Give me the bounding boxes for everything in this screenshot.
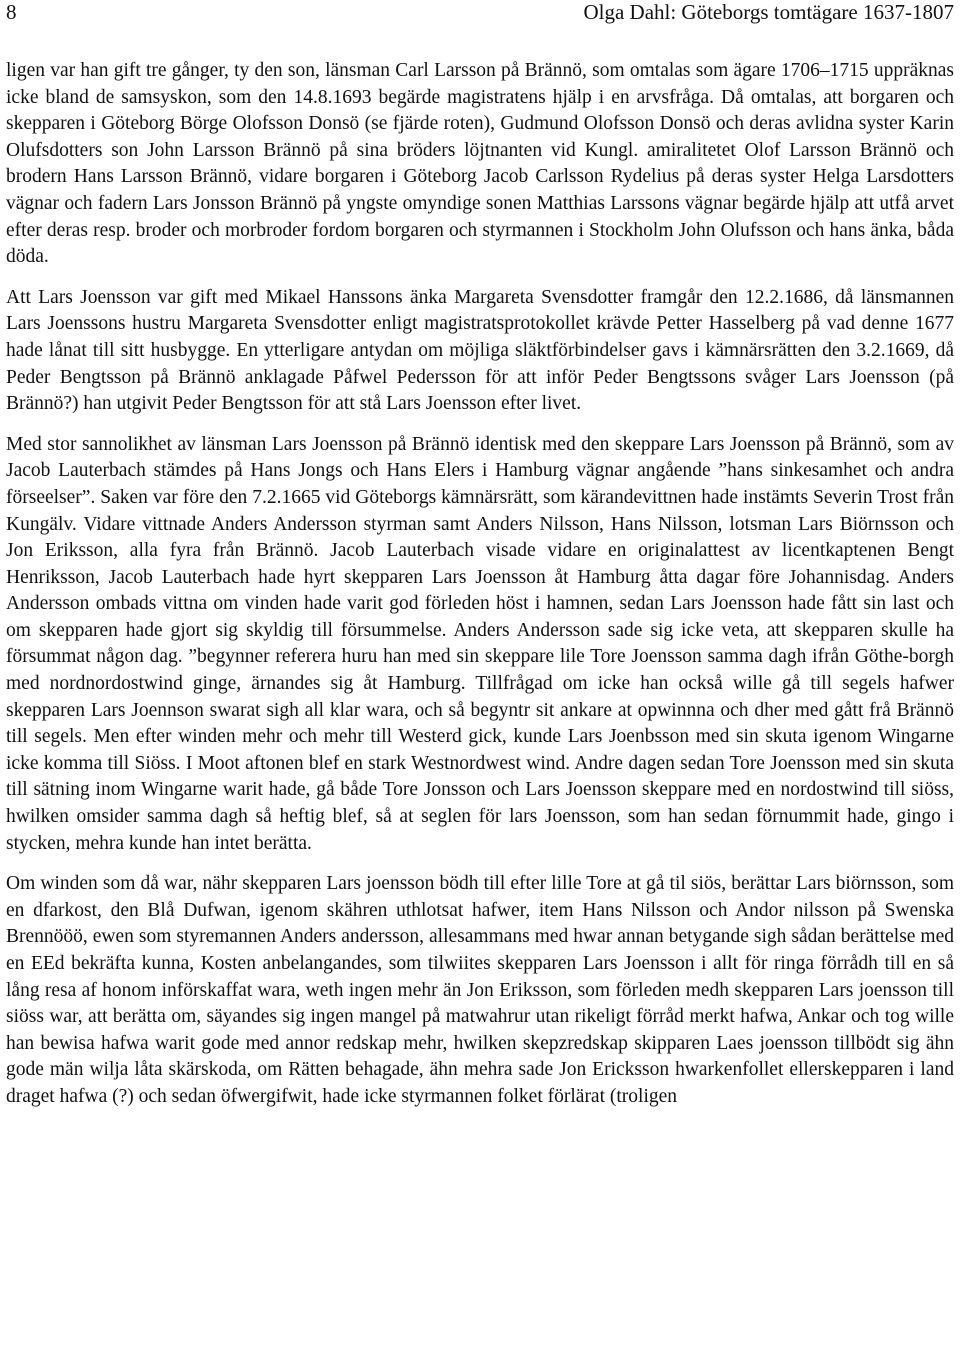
paragraph: ligen var han gift tre gånger, ty den son, länsman Carl Larsson på Brännö, som omtalas som ägare 1706–1715 uppräknas icke bland de samsyskon, som den 14.8.1693 begärde magistratens hjälp i en arvsfråga. Då omtalas, att borgaren och skepparen i Göteborg Börge Olofsson Donsö (se fjärde roten), Gudmund Olofsson Donsö och deras avlidna syster Karin Olufsdotters son John Larsson Brännö på sina bröders löjtnanten vid Kungl. amiralitetet Olof Larsson Brännö och brodern Hans Larsson Brännö, vidare borgaren i Göteborg Jacob Carlsson Rydelius på deras syster Helga Larsdotters vägnar och fadern Lars Jonsson Brännö på yngste omyndige sonen Matthias Larssons vägnar begärde hjälp att utfå arvet efter deras resp. broder och morbroder fordom borgaren och styrmannen i Stockholm John Olufsson och hans änka, båda döda. <box>6 60 954 268</box>
page-header <box>6 0 954 30</box>
page-number: 8 <box>6 0 17 24</box>
running-title: Olga Dahl: Göteborgs tomtägare 1637-1807 <box>583 0 954 24</box>
document-body <box>6 58 954 1125</box>
paragraph: Att Lars Joensson var gift med Mikael Hanssons änka Margareta Svensdotter framgår den 12.2.1686, då länsmannen Lars Joenssons hustru Margareta Svensdotter enligt magistratsprotokollet krävde Petter Hasselberg på vad denne 1677 hade lånat till sitt husbygge. En ytterligare antydan om möjliga släktförbindelser gavs i kämnärsrätten den 3.2.1669, då Peder Bengtsson på Brännö anklagade Påfwel Pedersson för att inför Peder Bengtssons svåger Lars Joensson (på Brännö?) han utgivit Peder Bengtsson för att stå Lars Joensson efter livet. <box>6 286 954 415</box>
paragraph: Om winden som då war, nähr skepparen Lars joensson bödh till efter lille Tore at gå til siös, berättar Lars biörnsson, som en dfarkost, den Blå Dufwan, igenom skähren uthlotsat hafwer, item Hans Nilsson och Andor nilsson på Swenska Brennööö, ewen som styremannen Anders andersson, allesammans med hwar annan betygande sigh sådan berättelse med en EEd bekräfta kunna, Kosten anbelangandes, som tilwiites skepparen Lars Joensson i allt för ringa förrådh till en så lång resa af honom införskaffat wara, weth ingen mehr än Jon Eriksson, som förleden medh skepparen Lars joensson till siöss war, att berätta om, säyandes sig ingen mangel på matwahrur utan rikeligt förråd merkt hafwa, Ankar och tog wille han bewisa hafwa warit gode med annor redskap mehr, hwilken skepzredskap skipparen Laes joensson tillbödt sig ähn gode män wilja låta skärskoda, om Rätten behagade, ähn mehra sade Jon Ericksson hwarkenfollet ellerskepparen i land draget hafwa (?) och sedan öfwergifwit, hade icke styrmannen folket förlärat (troligen <box>6 873 954 1107</box>
paragraph: Med stor sannolikhet av länsman Lars Joensson på Brännö identisk med den skeppare Lars Joensson på Brännö, som av Jacob Lauterbach stämdes på Hans Jongs och Hans Elers i Hamburg vägnar angående ”hans sinkesamhet och andra förseelser”. Saken var före den 7.2.1665 vid Göteborgs kämnärsrätt, som kärandevittnen hade instämts Severin Trost från Kungälv. Vidare vittnade Anders Andersson styrman samt Anders Nilsson, Hans Nilsson, lotsman Lars Biörnsson och Jon Eriksson, alla fyra från Brännö. Jacob Lauterbach visade vidare en originalattest av licentkaptenen Bengt Henriksson, Jacob Lauterbach hade hyrt skepparen Lars Joensson åt Hamburg åtta dagar före Johannisdag. Anders Andersson ombads vittna om vinden hade varit god förleden höst i hamnen, sedan Lars Joensson hade fått sin last och om skepparen hade gjort sig skyldig till försummelse. Anders Andersson sade sig icke veta, att skepparen skulle ha försummat någon dag. ”begynner referera huru han med sin skeppare lile Tore Joensson samma dagh ifrån Göthe-borgh med nordnordostwind ginge, ärnandes sig åt Hamburg. Tillfrågad om icke han också wille gå till segels hafwer skepparen Lars Joennson swarat sigh all klar wara, och så begyntr sit ankare at opwinnna och dher med gått frå Brännö till segels. Men efter winden mehr och mehr till Westerd gick, kunde Lars Joenbsson med sin skuta igenom Wingarne icke komma till Siöss. I Moot aftonen blef en stark Westnordwest wind. Andre dagen sedan Tore Joensson med sin skuta till sätning inom Wingarne warit hade, gå både Tore Jonsson och Lars Joensson skeppare med en nordostwind till siöss, hwilken omsider samma dagh så heftig blef, så at seglen för lars Joensson, som han sedan förnummit hade, gingo i stycken, mehra kunde han intet berätta. <box>6 433 954 854</box>
